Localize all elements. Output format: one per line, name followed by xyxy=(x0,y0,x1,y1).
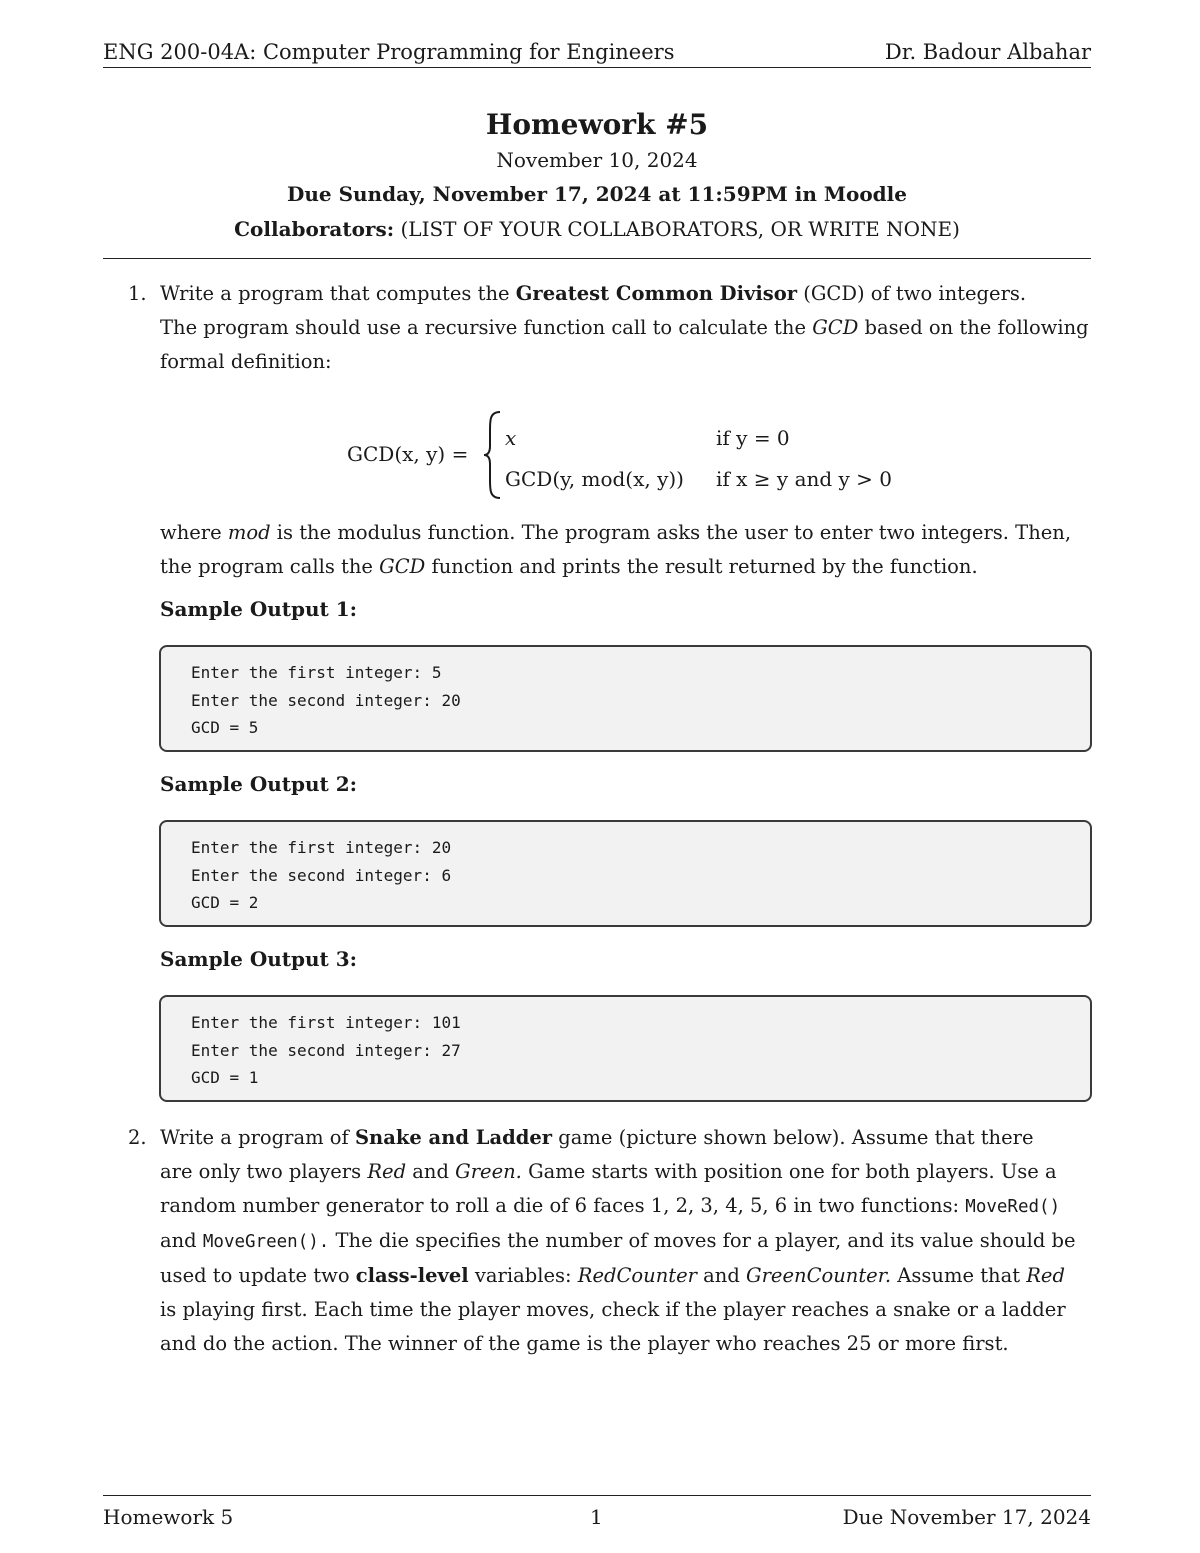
question-number-2: 2. xyxy=(128,1126,147,1149)
question-number-1: 1. xyxy=(128,282,147,305)
q2-l5-bold: class-level xyxy=(355,1264,469,1287)
footer-rule xyxy=(103,1495,1091,1496)
title-rule xyxy=(103,258,1091,259)
q2-line6: is playing first. Each time the player moves, check if the player reaches a snake or a ladder xyxy=(160,1298,1066,1321)
q2-line1 xyxy=(160,1121,1091,1155)
q2-line3 xyxy=(160,1189,1091,1224)
q2-body xyxy=(160,1121,1091,1361)
sample-3-line-2: Enter the second integer: 27 xyxy=(191,1041,461,1060)
sample-output-box-1 xyxy=(159,645,1092,752)
sample-2-line-1: Enter the first integer: 20 xyxy=(191,838,452,857)
q1-after2-pre: the program calls the xyxy=(160,555,380,578)
footer-left: Homework 5 xyxy=(103,1505,234,1529)
q2-l5-pre: used to update two xyxy=(160,1264,356,1287)
footer-right: Due November 17, 2024 xyxy=(842,1505,1091,1529)
q2-l2-post: Game starts with position one for both players. Use a xyxy=(521,1160,1057,1183)
collaborators-label: Collaborators: xyxy=(234,217,395,241)
q1-after2-italic: GCD xyxy=(379,555,426,578)
equation-case1-expr: x xyxy=(505,426,517,450)
q2-l3-pre: random number generator to roll a die of 6 faces 1, 2, 3, 4, 5, 6 in two functions: xyxy=(160,1194,966,1217)
q1-after xyxy=(160,516,1091,584)
collaborators-text: (LIST OF YOUR COLLABORATORS, OR WRITE NONE) xyxy=(400,217,960,241)
equation-case1-cond: if y = 0 xyxy=(716,426,790,450)
sample-1-line-1: Enter the first integer: 5 xyxy=(191,663,442,682)
sample-2-line-3: GCD = 2 xyxy=(191,893,259,912)
q1-after-mid: is the modulus function. The program asks the user to enter two integers. Then, xyxy=(270,521,1072,544)
q2-l2-green: Green. xyxy=(455,1160,522,1183)
q1-line3: formal definition: xyxy=(160,350,332,373)
q2-l2-mid: and xyxy=(406,1160,456,1183)
q1-after-pre: where xyxy=(160,521,228,544)
collaborators-line xyxy=(103,217,1091,241)
q2-l4-post: The die specifies the number of moves for a player, and its value should be xyxy=(329,1229,1076,1252)
q1-line2-italic: GCD xyxy=(812,316,859,339)
sample-1-line-2: Enter the second integer: 20 xyxy=(191,691,461,710)
due-line: Due Sunday, November 17, 2024 at 11:59PM in Moodle xyxy=(287,182,907,206)
q2-l2-red: Red xyxy=(367,1160,407,1183)
q2-line2 xyxy=(160,1155,1091,1189)
q1-line2-post: based on the following xyxy=(858,316,1089,339)
sample-1-line-3: GCD = 5 xyxy=(191,718,259,737)
q1-line1 xyxy=(160,277,1091,311)
sample-label-1: Sample Output 1: xyxy=(160,597,358,621)
q2-l4-pre: and xyxy=(160,1229,203,1252)
q2-l1-bold: Snake and Ladder xyxy=(354,1126,553,1149)
sample-3-line-3: GCD = 1 xyxy=(191,1068,259,1087)
instructor-name: Dr. Badour Albahar xyxy=(884,40,1091,64)
equation-brace xyxy=(482,410,504,500)
sample-output-box-2 xyxy=(159,820,1092,927)
q1-intro xyxy=(160,277,1091,379)
q2-l1-pre: Write a program of xyxy=(160,1126,355,1149)
q2-l4-code: MoveGreen(). xyxy=(202,1232,330,1252)
sample-label-3: Sample Output 3: xyxy=(160,947,358,971)
equation-case2-expr: GCD(y, mod(x, y)) xyxy=(505,467,684,491)
sample-output-box-3 xyxy=(159,995,1092,1102)
page-number: 1 xyxy=(590,1505,603,1529)
q1-after-line1 xyxy=(160,516,1091,550)
q2-l5-red: Red xyxy=(1026,1264,1065,1287)
q2-l5-greencounter: GreenCounter. xyxy=(746,1264,892,1287)
header-rule xyxy=(103,67,1091,68)
q2-l2-pre: are only two players xyxy=(160,1160,368,1183)
equation-lhs: GCD(x, y) = xyxy=(347,442,469,466)
q2-l5-post: Assume that xyxy=(891,1264,1027,1287)
q1-intro-post: (GCD) of two integers. xyxy=(797,282,1027,305)
page-title: Homework #5 xyxy=(485,108,709,141)
q2-l1-post: game (picture shown below). Assume that there xyxy=(552,1126,1034,1149)
assignment-date: November 10, 2024 xyxy=(496,148,698,172)
equation-case2-cond: if x ≥ y and y > 0 xyxy=(716,467,893,491)
q1-intro-pre: Write a program that computes the xyxy=(160,282,516,305)
q1-after-line2 xyxy=(160,550,1091,584)
q2-l3-code: MoveRed() xyxy=(965,1197,1061,1217)
q2-line4 xyxy=(160,1224,1091,1259)
q1-line2 xyxy=(160,311,1091,345)
q2-l5-and: and xyxy=(696,1264,747,1287)
q2-l5-mid: variables: xyxy=(468,1264,578,1287)
q1-after-italic: mod xyxy=(227,521,271,544)
sample-label-2: Sample Output 2: xyxy=(160,772,358,796)
q1-after2-post: function and prints the result returned by the function. xyxy=(425,555,978,578)
q1-line2-pre: The program should use a recursive function call to calculate the xyxy=(160,316,813,339)
course-title: ENG 200-04A: Computer Programming for Engineers xyxy=(103,40,675,64)
q2-l5-redcounter: RedCounter xyxy=(577,1264,697,1287)
q2-line7: and do the action. The winner of the game is the player who reaches 25 or more first. xyxy=(160,1332,1009,1355)
q2-line5 xyxy=(160,1259,1091,1293)
sample-2-line-2: Enter the second integer: 6 xyxy=(191,866,452,885)
sample-3-line-1: Enter the first integer: 101 xyxy=(191,1013,461,1032)
q1-intro-bold: Greatest Common Divisor xyxy=(515,282,798,305)
